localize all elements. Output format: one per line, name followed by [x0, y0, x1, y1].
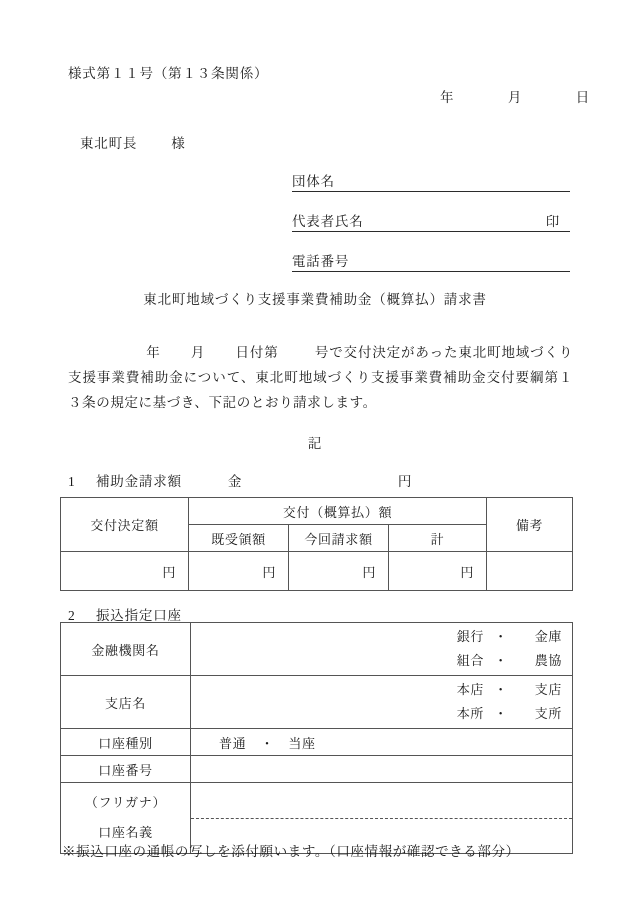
ki-marker: 記 [307, 436, 323, 451]
row-account-type [61, 729, 573, 756]
option-main-branch[interactable]: 本所 [456, 706, 484, 721]
body-line3: 付要綱第１３条の規定に基づき、下記のとおり請求します。 [68, 370, 573, 410]
date-month-label: 月 [507, 90, 523, 105]
option-branch-office[interactable]: 支店 [534, 682, 562, 697]
section2-heading [68, 604, 182, 624]
label-account-holder: 口座名義 [98, 825, 153, 840]
field-label: 代表者氏名 [292, 214, 364, 229]
body-paragraph [68, 340, 573, 415]
footnote: ※振込口座の通帳の写しを添付願います。（口座情報が確認できる部分） [62, 844, 520, 859]
row-account-number [61, 756, 573, 783]
value-decided-amount[interactable]: 円 [61, 552, 189, 591]
separator-dot: ・ [494, 682, 508, 697]
value-already-received[interactable]: 円 [189, 552, 289, 591]
label-branch-name: 支店名 [61, 676, 191, 729]
value-branch-name[interactable] [191, 676, 573, 729]
field-label: 団体名 [292, 174, 335, 189]
body-year-label: 年 [146, 345, 161, 360]
account-name-label-stack [67, 788, 184, 848]
header-already-received: 既受領額 [189, 525, 289, 552]
field-representative-name[interactable] [292, 203, 570, 232]
separator-dot: ・ [260, 735, 275, 751]
value-account-number[interactable] [191, 756, 573, 783]
body-day-label: 日付第 [235, 345, 279, 360]
value-account-type[interactable] [191, 729, 573, 756]
seal-icon: 印 [545, 214, 560, 229]
header-payment-group: 交付（概算払）額 [189, 498, 487, 525]
header-decided-amount: 交付決定額 [61, 498, 189, 552]
label-account-number: 口座番号 [61, 756, 191, 783]
value-financial-institution[interactable] [191, 623, 573, 676]
value-current-claim[interactable]: 円 [289, 552, 389, 591]
option-kumiai[interactable]: 組合 [456, 653, 484, 668]
subsidy-amount-table [60, 497, 573, 591]
option-nokyo[interactable]: 農協 [534, 653, 562, 668]
value-total[interactable]: 円 [389, 552, 487, 591]
addressee-line [80, 132, 186, 152]
table-value-row [61, 552, 573, 591]
body-month-label: 月 [190, 345, 206, 360]
option-ordinary[interactable]: 普通 [219, 735, 247, 751]
separator-dot: ・ [494, 629, 508, 644]
form-number: 様式第１１号（第１３条関係） [68, 66, 269, 81]
date-year-label: 年 [440, 90, 455, 105]
option-sub-branch[interactable]: 支所 [534, 706, 562, 721]
label-account-type: 口座種別 [61, 729, 191, 756]
row-financial-institution [61, 623, 573, 676]
dashed-divider [191, 818, 572, 819]
label-financial-institution: 金融機関名 [61, 623, 191, 676]
branch-option-row-2 [440, 702, 562, 726]
body-line1-tail: 号で交付決定があった東北町地域づ [314, 345, 545, 360]
option-current[interactable]: 当座 [288, 735, 316, 751]
field-label: 電話番号 [292, 254, 350, 269]
account-type-options [201, 733, 562, 752]
bank-option-row-1 [440, 625, 562, 649]
header-current-claim: 今回請求額 [289, 525, 389, 552]
section1-number: 1 [68, 474, 76, 489]
row-branch [61, 676, 573, 729]
section1-amount-prefix: 金 [227, 474, 243, 489]
addressee-honorific: 様 [171, 136, 186, 151]
section2-number: 2 [68, 608, 76, 623]
branch-type-options [201, 678, 562, 726]
separator-dot: ・ [494, 653, 508, 668]
section1-amount-unit: 円 [397, 474, 413, 489]
date-line [440, 86, 590, 106]
document-title: 東北町地域づくり支援事業費補助金（概算払）請求書 [143, 292, 487, 307]
bank-type-options [201, 625, 562, 673]
body-line2: くり支援事業費補助金について、東北町地域づくり支援事業費補助金交 [68, 345, 574, 385]
field-organization-name[interactable] [292, 163, 570, 192]
option-head-office[interactable]: 本店 [456, 682, 484, 697]
bank-account-table [60, 622, 573, 854]
label-furigana: （フリガナ） [84, 795, 167, 810]
field-phone-number[interactable] [292, 243, 570, 272]
value-remarks[interactable] [487, 552, 573, 591]
section2-label: 振込指定口座 [96, 608, 182, 623]
addressee-name: 東北町長 [80, 136, 138, 151]
table-header-row-1 [61, 498, 573, 525]
date-day-label: 日 [575, 90, 590, 105]
signature-block [292, 163, 570, 283]
bank-option-row-2 [440, 649, 562, 673]
section1-heading [68, 470, 488, 490]
option-bank[interactable]: 銀行 [456, 629, 484, 644]
header-total: 計 [389, 525, 487, 552]
option-shinkin[interactable]: 金庫 [534, 629, 562, 644]
section1-label: 補助金請求額 [96, 474, 182, 489]
header-remarks: 備考 [487, 498, 573, 552]
branch-option-row-1 [440, 678, 562, 702]
separator-dot: ・ [494, 706, 508, 721]
